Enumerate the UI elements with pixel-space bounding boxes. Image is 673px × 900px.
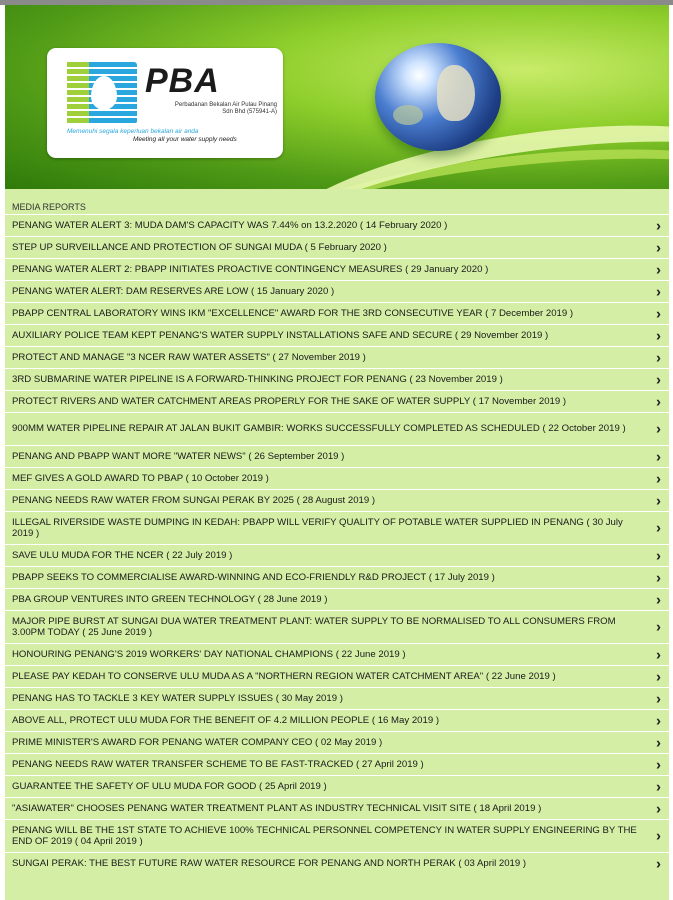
logo-drop [91,76,117,110]
list-item[interactable] [5,665,669,687]
list-item-title: PBA GROUP VENTURES INTO GREEN TECHNOLOGY ( 28 June 2019 ) [12,593,328,605]
chevron-right-icon: › [656,239,661,256]
list-item-title: HONOURING PENANG'S 2019 WORKERS' DAY NATIONAL CHAMPIONS ( 22 June 2019 ) [12,648,406,660]
chevron-right-icon: › [656,712,661,729]
tagline-malay: Memenuhi segala keperluan bekalan air anda [67,128,199,135]
list-item[interactable] [5,445,669,467]
chevron-right-icon: › [656,827,661,845]
chevron-right-icon: › [656,448,661,465]
chevron-right-icon: › [656,800,661,817]
chevron-right-icon: › [656,420,661,438]
logo-stripes [67,62,89,124]
list-item[interactable] [5,511,669,544]
list-item[interactable] [5,368,669,390]
chevron-right-icon: › [656,618,661,636]
chevron-right-icon: › [656,778,661,795]
chevron-right-icon: › [656,492,661,509]
list-item[interactable] [5,236,669,258]
header-banner [5,5,669,189]
list-item[interactable] [5,214,669,236]
list-item[interactable] [5,544,669,566]
logo-registration: (575941-A) [246,109,277,115]
chevron-right-icon: › [656,591,661,608]
chevron-right-icon: › [656,327,661,344]
list-item[interactable] [5,753,669,775]
list-item-title: PBAPP CENTRAL LABORATORY WINS IKM "EXCELLENCE" AWARD FOR THE 3RD CONSECUTIVE YEAR ( 7 December 2019 ) [12,307,574,319]
list-item[interactable] [5,643,669,665]
chevron-right-icon: › [656,668,661,685]
list-item[interactable] [5,489,669,511]
list-item-title: "ASIAWATER" CHOOSES PENANG WATER TREATMENT PLANT AS INDUSTRY TECHNICAL VISIT SITE ( 18 April 2019 ) [12,802,542,814]
list-item[interactable] [5,588,669,610]
logo-subtitle [167,102,277,116]
list-item[interactable] [5,258,669,280]
list-item-title: PENANG WILL BE THE 1ST STATE TO ACHIEVE 100% TECHNICAL PERSONNEL COMPETENCY IN WATER SUPPLY ENGINEERING BY THE END OF 2019 ( 04 April 2019 ) [12,824,637,847]
list-item-title: PENANG WATER ALERT 3: MUDA DAM'S CAPACITY WAS 7.44% on 13.2.2020 ( 14 February 2020 ) [12,219,448,231]
list-item[interactable] [5,346,669,368]
list-item[interactable] [5,852,669,874]
list-item-title: PENANG WATER ALERT: DAM RESERVES ARE LOW ( 15 January 2020 ) [12,285,335,297]
list-item[interactable] [5,324,669,346]
list-item[interactable] [5,819,669,852]
chevron-right-icon: › [656,547,661,564]
list-item-title: PLEASE PAY KEDAH TO CONSERVE ULU MUDA AS A "NORTHERN REGION WATER CATCHMENT AREA" ( 22 June 2019 ) [12,670,556,682]
list-item-title: ILLEGAL RIVERSIDE WASTE DUMPING IN KEDAH: PBAPP WILL VERIFY QUALITY OF POTABLE WATER SUPPLIED IN PENANG ( 30 July 2019 ) [12,516,623,539]
list-item[interactable] [5,390,669,412]
list-item[interactable] [5,775,669,797]
list-item-title: 900MM WATER PIPELINE REPAIR AT JALAN BUKIT GAMBIR: WORKS SUCCESSFULLY COMPLETED AS SCHEDULED ( 22 October 2019 ) [12,423,626,435]
list-item-title: MEF GIVES A GOLD AWARD TO PBAP ( 10 October 2019 ) [12,472,269,484]
logo-name: PBA [145,62,220,100]
media-reports-list [5,189,669,900]
logo-company-name: Perbadanan Bekalan Air Pulau Pinang Sdn Bhd [174,102,277,115]
water-drop-logo-icon [67,62,137,124]
list-item[interactable] [5,467,669,489]
list-item[interactable] [5,412,669,445]
list-item[interactable] [5,709,669,731]
list-item[interactable] [5,302,669,324]
chevron-right-icon: › [656,283,661,300]
list-item[interactable] [5,731,669,753]
list-item[interactable] [5,280,669,302]
chevron-right-icon: › [656,855,661,872]
report-rows [5,214,669,874]
chevron-right-icon: › [656,756,661,773]
list-item-title: PBAPP SEEKS TO COMMERCIALISE AWARD-WINNING AND ECO-FRIENDLY R&D PROJECT ( 17 July 2019 ) [12,571,495,583]
list-item-title: GUARANTEE THE SAFETY OF ULU MUDA FOR GOOD ( 25 April 2019 ) [12,780,327,792]
chevron-right-icon: › [656,217,661,234]
list-item-title: PENANG AND PBAPP WANT MORE "WATER NEWS" ( 26 September 2019 ) [12,450,345,462]
chevron-right-icon: › [656,690,661,707]
list-item-title: PRIME MINISTER'S AWARD FOR PENANG WATER COMPANY CEO ( 02 May 2019 ) [12,736,383,748]
globe-landmass [393,105,423,125]
chevron-right-icon: › [656,371,661,388]
list-item-title: PENANG HAS TO TACKLE 3 KEY WATER SUPPLY ISSUES ( 30 May 2019 ) [12,692,343,704]
list-item-title: SAVE ULU MUDA FOR THE NCER ( 22 July 2019 ) [12,549,233,561]
list-item-title: PENANG WATER ALERT 2: PBAPP INITIATES PROACTIVE CONTINGENCY MEASURES ( 29 January 2020 ) [12,263,489,275]
list-item-title: PENANG NEEDS RAW WATER FROM SUNGAI PERAK BY 2025 ( 28 August 2019 ) [12,494,376,506]
list-item-title: STEP UP SURVEILLANCE AND PROTECTION OF SUNGAI MUDA ( 5 February 2020 ) [12,241,387,253]
chevron-right-icon: › [656,569,661,586]
chevron-right-icon: › [656,734,661,751]
list-item[interactable] [5,610,669,643]
list-item-title: PENANG NEEDS RAW WATER TRANSFER SCHEME TO BE FAST-TRACKED ( 27 April 2019 ) [12,758,424,770]
chevron-right-icon: › [656,261,661,278]
chevron-right-icon: › [656,646,661,663]
list-item-title: ABOVE ALL, PROTECT ULU MUDA FOR THE BENEFIT OF 4.2 MILLION PEOPLE ( 16 May 2019 ) [12,714,440,726]
chevron-right-icon: › [656,349,661,366]
list-item[interactable] [5,687,669,709]
chevron-right-icon: › [656,470,661,487]
chevron-right-icon: › [656,305,661,322]
list-item-title: PROTECT RIVERS AND WATER CATCHMENT AREAS PROPERLY FOR THE SAKE OF WATER SUPPLY ( 17 November 2019 ) [12,395,567,407]
pba-logo [47,48,283,158]
list-item[interactable] [5,797,669,819]
list-item-title: SUNGAI PERAK: THE BEST FUTURE RAW WATER RESOURCE FOR PENANG AND NORTH PERAK ( 03 April 2019 ) [12,857,527,869]
list-item-title: PROTECT AND MANAGE "3 NCER RAW WATER ASSETS" ( 27 November 2019 ) [12,351,366,363]
list-item[interactable] [5,566,669,588]
list-item-title: 3RD SUBMARINE WATER PIPELINE IS A FORWARD-THINKING PROJECT FOR PENANG ( 23 November 2019 ) [12,373,503,385]
section-title: MEDIA REPORTS [12,202,86,212]
water-drop-globe-icon [375,43,501,151]
chevron-right-icon: › [656,519,661,537]
tagline-english: Meeting all your water supply needs [133,136,237,143]
list-item-title: AUXILIARY POLICE TEAM KEPT PENANG'S WATER SUPPLY INSTALLATIONS SAFE AND SECURE ( 29 November 2019 ) [12,329,549,341]
list-item-title: MAJOR PIPE BURST AT SUNGAI DUA WATER TREATMENT PLANT: WATER SUPPLY TO BE NORMALISED TO ALL CONSUMERS FROM 3.00PM TODAY ( 25 June 2019 ) [12,615,616,638]
chevron-right-icon: › [656,393,661,410]
globe-landmass [437,65,475,121]
